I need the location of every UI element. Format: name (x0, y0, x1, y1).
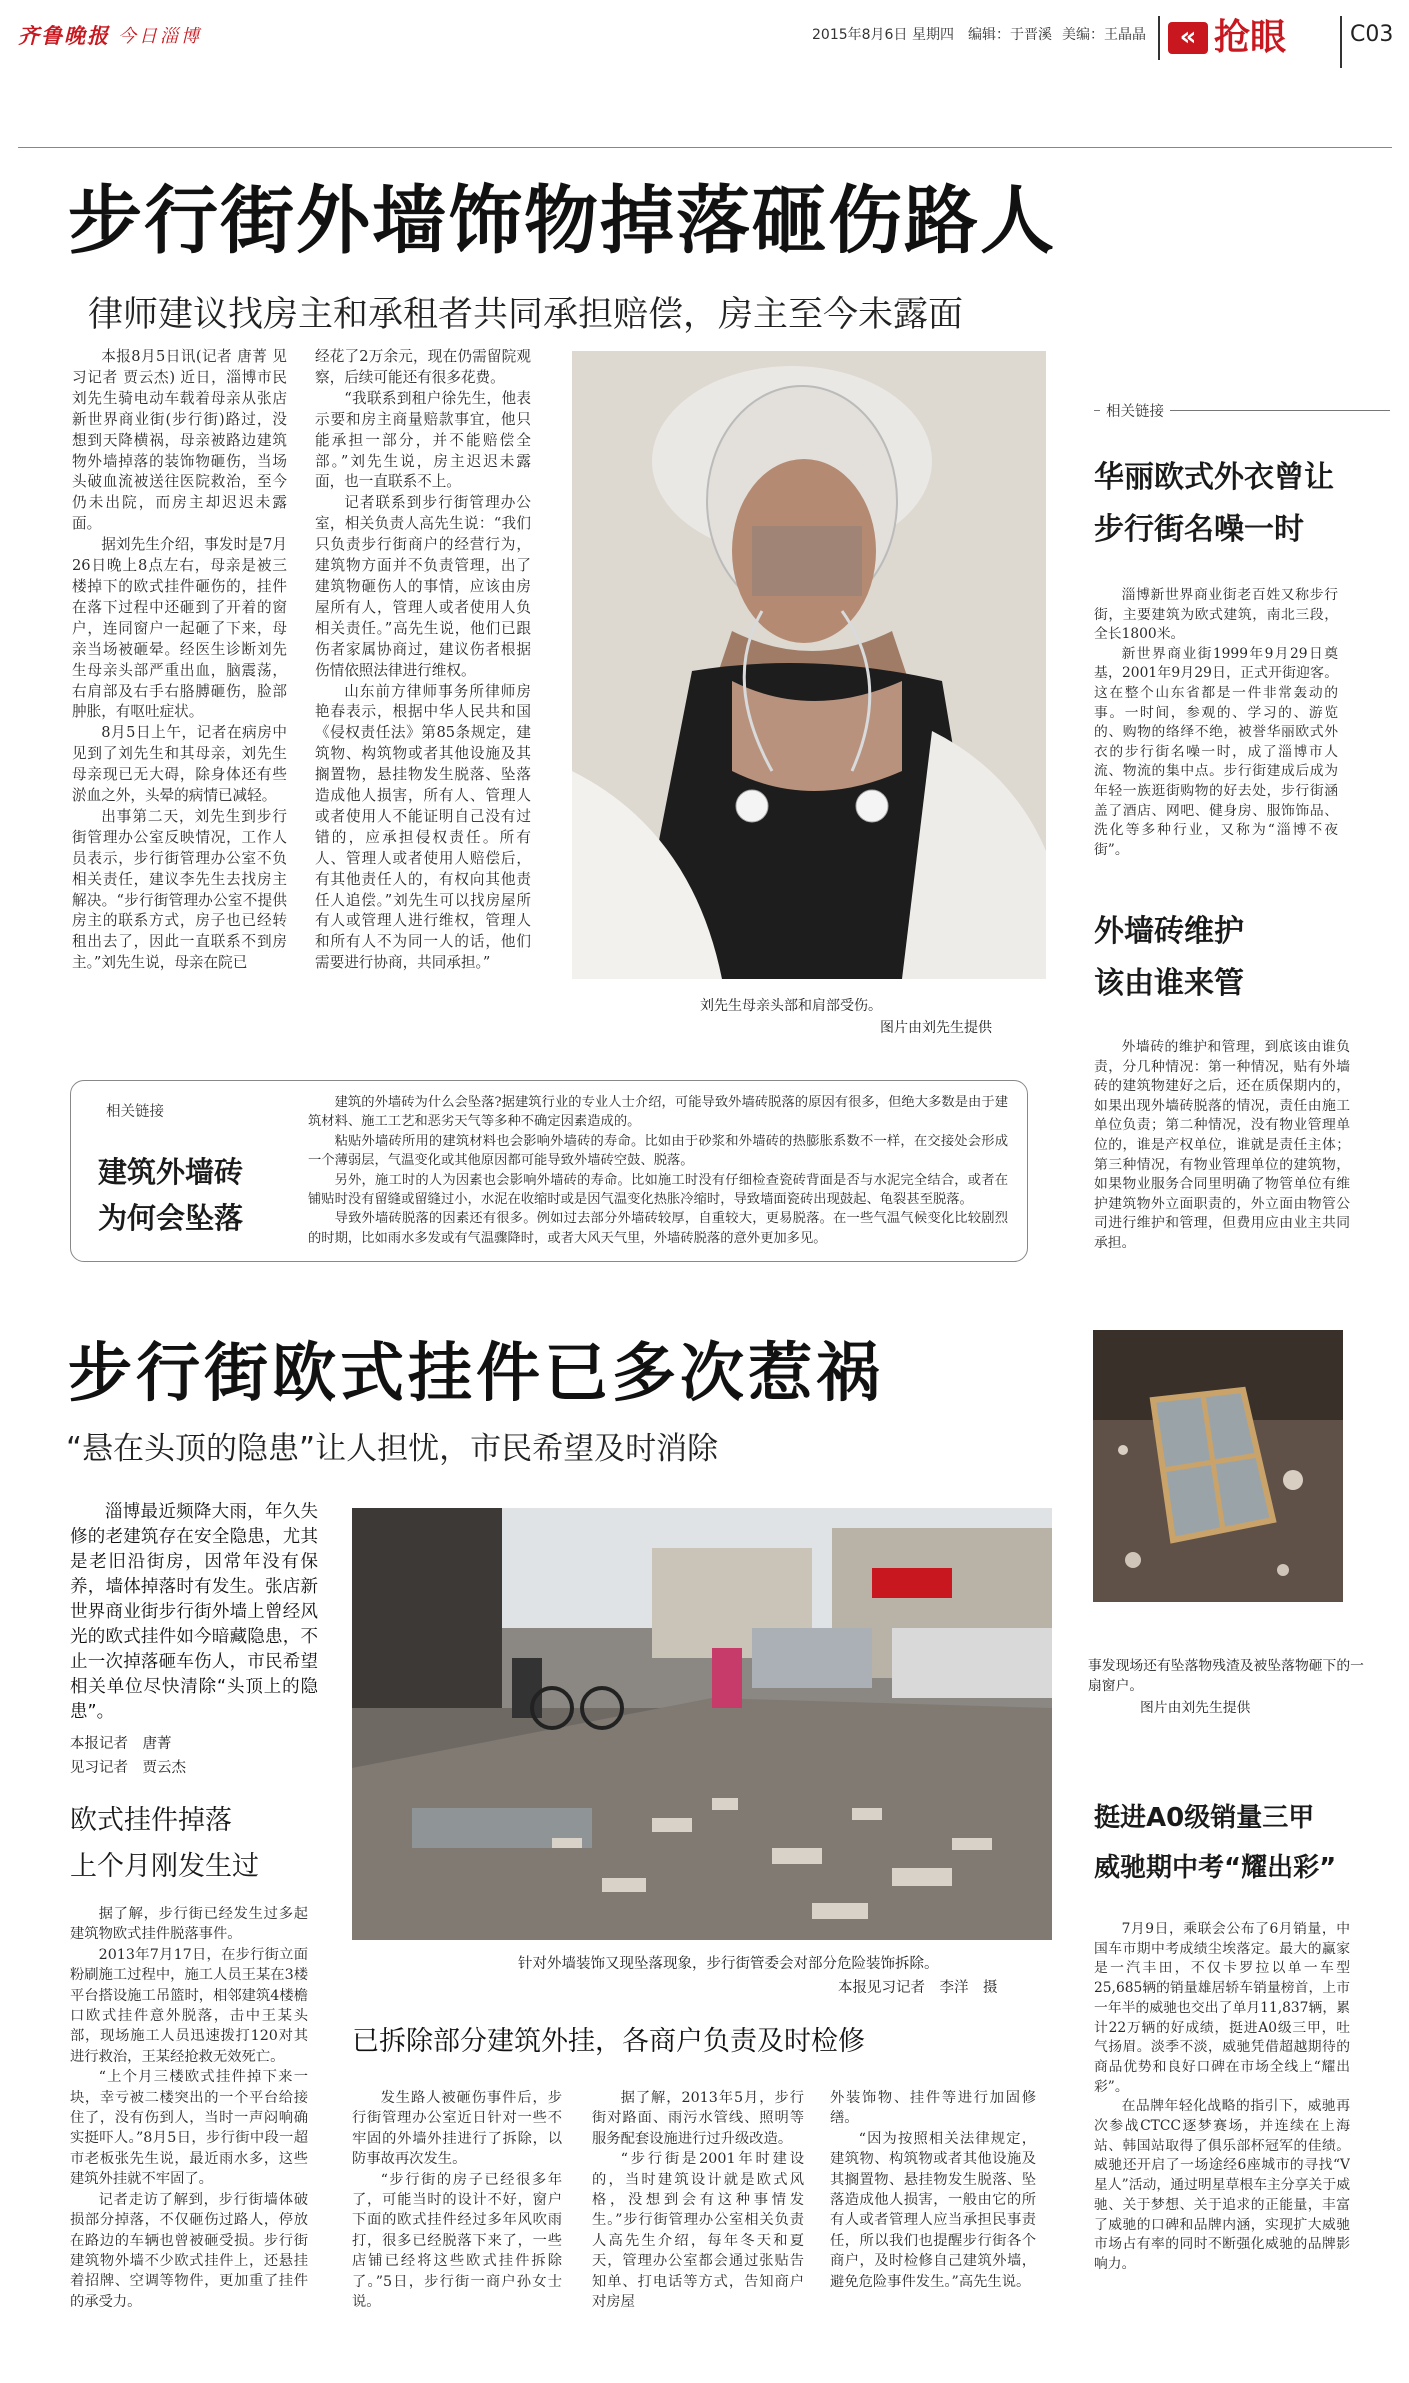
paragraph: 7月9日，乘联会公布了6月销量，中国车市期中考成绩尘埃落定。最大的赢家是一汽丰田，不仅卡罗拉以单一车型25,685辆的销量雄居轿车销量榜首，上市一年半的威驰也交出了单月11,837辆，累计22万辆的好成绩，挺进A0级三甲，吐气扬眉。淡季不淡，威驰凭借超越期待的商品优势和良好口碑在市场全线上“耀出彩”。 (1094, 1921, 1350, 2095)
sidebar1-tag: 相关链接 (1100, 400, 1170, 421)
sidebar3-title-line1: 挺进A0级销量三甲 (1094, 1803, 1315, 1833)
sidebar1-body (1094, 586, 1338, 886)
paragraph: 据了解，步行街已经发生过多起建筑物欧式挂件脱落事件。 (70, 1906, 308, 1943)
story2-photo-credit: 本报见习记者 李洋 摄 (838, 1980, 998, 1996)
paragraph: 山东前方律师事务所律师房艳春表示，根据中华人民共和国《侵权责任法》第85条规定，建筑物、构筑物或者其他设施及其搁置物，悬挂物发生脱落、坠落造成他人损害，所有人、管理人或者使用人不能证明自己没有过错的，应承担侵权责任。所有人、管理人或者使用人赔偿后，有其他责任人的，有权向其他责任人追偿。”刘先生可以找房屋所有人或管理人进行维权，管理人和所有人不为同一人的话，他们需要进行协商，共同承担。” (315, 682, 531, 972)
story2-sub2-column-3 (830, 2088, 1036, 2368)
paragraph: 导致外墙砖脱落的因素还有很多。例如过去部分外墙砖较厚，自重较大，更易脱落。在一些气温气候变化比较剧烈的时期，比如雨水多发或有气温骤降时，或者大风天气里，外墙砖脱落的意外更加多见。 (308, 1211, 1008, 1246)
injured-mother-photo (572, 351, 1046, 979)
designer-credit: 美编：王晶晶 (1062, 27, 1146, 43)
byline-reporter: 本报记者 唐菁 (70, 1736, 172, 1752)
paragraph: 据了解，2013年5月，步行街对路面、雨污水管线、照明等服务配套设施进行过升级改造。 (592, 2090, 804, 2147)
story2-headline: 步行街欧式挂件已多次惹祸 (68, 1337, 884, 1411)
section-name: 今日淄博 (118, 26, 202, 47)
paragraph: 粘贴外墙砖所用的建筑材料也会影响外墙砖的寿命。比如由于砂浆和外墙砖的热膨胀系数不一样，在交接处会形成一个薄弱层，气温变化或其他原因都可能导致外墙砖空鼓、脱落。 (308, 1133, 1008, 1169)
related1-title-line2: 为何会坠落 (98, 1201, 244, 1235)
masthead-divider (1158, 16, 1160, 60)
story2-subhead: “悬在头顶的隐患”让人担忧，市民希望及时消除 (66, 1431, 719, 1467)
paragraph: 淄博新世界商业街老百姓又称步行街，主要建筑为欧式建筑，南北三段，全长1800米。 (1094, 587, 1338, 643)
paragraph: 新世界商业街1999年9月29日奠基，2001年9月29日，正式开街迎客。这在整个山东省都是一件非常轰动的事。一时间，参观的、学习的、游览的、购物的络绎不绝，被誉华丽欧式外衣的步行街名噪一时，成了淄博市人流、物流的集中点。步行街建成后成为年轻一族逛街购物的好去处，步行街涵盖了酒店、网吧、健身房、服饰饰品、洗化等多种行业，又称为“淄博不夜街”。 (1094, 645, 1338, 858)
story2-sub2-title: 已拆除部分建筑外挂，各商户负责及时检修 (352, 2026, 865, 2057)
sidebar2-body (1094, 1038, 1350, 1300)
paragraph: 记者走访了解到，步行街墙体破损部分掉落，不仅砸伤过路人，停放在路边的车辆也曾被砸受损。步行街建筑物外墙不少欧式挂件上，还悬挂着招牌、空调等物件，更加重了挂件的承受力。 (70, 2191, 308, 2310)
story1-photo-credit: 图片由刘先生提供 (880, 1020, 992, 1036)
story2-sub2-column-2 (592, 2088, 804, 2368)
paragraph: 本报8月5日讯(记者 唐菁 见习记者 贾云杰) 近日，淄博市民刘先生骑电动车载着母亲从张店新世界商业街(步行街)路过，没想到天降横祸，母亲被路边建筑物外墙掉落的装饰物砸伤，当场头破血流被送往医院救治，至今仍未出院，而房主却迟迟未露面。 (72, 348, 287, 533)
paragraph: 8月5日上午，记者在病房中见到了刘先生和其母亲，刘先生母亲现已无大碍，除身体还有些淤血之外，头晕的病情已减轻。 (72, 724, 287, 805)
paragraph: “我联系到租户徐先生，他表示要和房主商量赔款事宜，他只能承担一部分，并不能赔偿全部。”刘先生说，房主迟迟未露面，也一直联系不上。 (315, 389, 531, 491)
sidebar3-body (1094, 1920, 1350, 2370)
paragraph: “因为按照相关法律规定，建筑物、构筑物或者其他设施及其搁置物、悬挂物发生脱落、坠落造成他人损害，一般由它的所有人或者管理人应当承担民事责任，所以我们也提醒步行街各个商户，及时检修自己建筑外墙，避免危险事件发生。”高先生说。 (830, 2130, 1036, 2290)
street-demolition-photo (352, 1508, 1052, 1940)
story1-subhead: 律师建议找房主和承租者共同承担赔偿，房主至今未露面 (88, 295, 964, 335)
story2-lead: 淄博最近频降大雨，年久失修的老建筑存在安全隐患，尤其是老旧沿街房，因常年没有保养，墙体掉落时有发生。张店新世界商业街步行街外墙上曾经风光的欧式挂件如今暗藏隐患，不止一次掉落砸车伤人，市民希望相关单位尽快清除“头顶上的隐患”。 (70, 1502, 318, 1722)
photo-illustration (572, 351, 1046, 979)
paragraph: “步行街的房子已经很多年了，可能当时的设计不好，窗户下面的欧式挂件经过多年风吹雨打，很多已经脱落下来了，一些店铺已经将这些欧式挂件拆除了。”5日，步行街一商户孙女士说。 (352, 2171, 562, 2311)
column-name: 抢眼 (1214, 17, 1287, 58)
paragraph: 另外，施工时的人为因素也会影响外墙砖的寿命。比如施工时没有仔细检查瓷砖背面是否与水泥完全结合，或者在铺贴时没有留缝或留缝过小，水泥在收缩时或是因气温变化热胀冷缩时，导致墙面瓷砖出现鼓起、龟裂甚至脱落。 (308, 1172, 1008, 1208)
story1-photo-caption: 刘先生母亲头部和肩部受伤。 (700, 998, 882, 1014)
paragraph: 经花了2万余元，现在仍需留院观察，后续可能还有很多花费。 (315, 348, 531, 386)
editor-credit: 编辑：于晋溪 (968, 27, 1052, 43)
sidebar2-title-line1: 外墙砖维护 (1094, 914, 1244, 949)
paragraph: 发生路人被砸伤事件后，步行街管理办公室近日针对一些不牢固的外墙外挂进行了拆除，以防事故再次发生。 (352, 2090, 562, 2168)
masthead-rule (18, 147, 1392, 148)
story2-sub1-body (70, 1904, 308, 2364)
paragraph: 在品牌年轻化战略的指引下，威驰再次参战CTCC逐梦赛场，并连续在上海站、韩国站取得了俱乐部杯冠军的佳绩。威驰还开启了一场途经6座城市的寻找“V星人”活动，通过明星草根车主分享关于威驰、关于梦想、关于追求的正能量，丰富了威驰的口碑和品牌内涵，实现扩大威驰市场占有率的同时不断强化威驰的品牌影响力。 (1094, 2098, 1350, 2272)
paragraph: 记者联系到步行街管理办公室，相关负责人高先生说：“我们只负责步行街商户的经营行为，建筑物方面并不负责管理，出了建筑物砸伤人的事情，应该由房屋所有人，管理人或者使用人负相关责任。”高先生说，他们已跟伤者家属协商过，建议伤者根据伤情依照法律进行维权。 (315, 494, 531, 679)
sidebar2-title-line2: 该由谁来管 (1094, 966, 1244, 1001)
story2-photo-caption: 针对外墙装饰又现坠落现象，步行街管委会对部分危险装饰拆除。 (518, 1956, 939, 1972)
story2-sub1-line2: 上个月刚发生过 (70, 1851, 259, 1882)
masthead (0, 0, 1409, 80)
paragraph: 建筑的外墙砖为什么会坠落?据建筑行业的专业人士介绍，可能导致外墙砖脱落的原因有很多，但绝大多数是由于建筑材料、施工工艺和恶劣天气等多种不确定因素造成的。 (308, 1095, 1008, 1130)
sidebar3-title-line2: 威驰期中考“耀出彩” (1094, 1853, 1337, 1883)
related1-tag: 相关链接 (100, 1100, 170, 1121)
double-chevron-icon: « (1168, 22, 1208, 54)
related1-body (308, 1093, 1008, 1257)
issue-weekday: 星期四 (912, 27, 954, 43)
sidebar2-photo-caption: 事发现场还有坠落物残渣及被坠落物砸下的一扇窗户。 (1088, 1658, 1364, 1694)
story2-sub1-line1: 欧式挂件掉落 (70, 1805, 232, 1836)
issue-date: 2015年8月6日 (812, 27, 908, 43)
story1-column-2 (315, 347, 531, 1067)
paragraph: 2013年7月17日，在步行街立面粉刷施工过程中，施工人员王某在3楼平台搭设施工吊篮时，相邻建筑4楼檐口欧式挂件意外脱落，击中王某头部，现场施工人员迅速拨打120对其进行救治，王某经抢救无效死亡。 (70, 1946, 308, 2065)
sidebar2-photo-credit: 图片由刘先生提供 (1140, 1700, 1251, 1716)
sidebar1-title-line1: 华丽欧式外衣曾让 (1094, 460, 1334, 495)
photo-illustration (352, 1508, 1052, 1940)
byline-trainee: 见习记者 贾云杰 (70, 1760, 186, 1776)
story1-column-1 (72, 347, 287, 1067)
paragraph: “步行街是2001年时建设的，当时建筑设计就是欧式风格，没想到会有这种事情发生。”步行街管理办公室相关负责人高先生介绍，每年冬天和夏天，管理办公室都会通过张贴告知单、打电话等方式，告知商户对房屋 (592, 2151, 804, 2311)
masthead-divider-2 (1340, 16, 1342, 68)
story1-headline: 步行街外墙饰物掉落砸伤路人 (68, 178, 1056, 264)
paragraph: 据刘先生介绍，事发时是7月26日晚上8点左右，母亲是被三楼掉下的欧式挂件砸伤的，挂件在落下过程中还砸到了开着的窗户，连同窗户一起砸了下来，母亲当场被砸晕。经医生诊断刘先生母亲头部严重出血，脑震荡，右肩部及右手右胳膊砸伤，脸部肿胀，有呕吐症状。 (72, 536, 287, 721)
page-number: C03 (1350, 22, 1394, 47)
photo-illustration (1093, 1330, 1343, 1602)
paper-logo: 齐鲁晚报 (18, 23, 110, 48)
paragraph: “上个月三楼欧式挂件掉下来一块，幸亏被二楼突出的一个平台给接住了，没有伤到人，当时一声闷响确实挺吓人。”8月5日，步行街中段一超市老板张先生说，最近雨水多，这些建筑外挂就不牢固了。 (70, 2069, 308, 2188)
paragraph: 出事第二天，刘先生到步行街管理办公室反映情况，工作人员表示，步行街管理办公室不负相关责任，建议李先生去找房主解决。“步行街管理办公室不提供房主的联系方式，房子也已经转租出去了，因此一直联系不到房主。”刘先生说，母亲在院已 (72, 807, 287, 972)
paragraph: 外墙砖的维护和管理，到底该由谁负责，分几种情况：第一种情况，贴有外墙砖的建筑物建好之后，还在质保期内的，如果出现外墙砖脱落的情况，责任由施工单位负责；第二种情况，没有物业管理单位的，谁是产权单位，谁就是责任主体；第三种情况，有物业管理单位的建筑物，如果物业服务合同里明确了物管单位有维护建筑物外立面职责的，外立面由物管公司进行维护和管理，但费用应由业主共同承担。 (1094, 1039, 1350, 1251)
fallen-debris-photo (1093, 1330, 1343, 1602)
sidebar1-title-line2: 步行街名噪一时 (1094, 512, 1304, 547)
related1-title-line1: 建筑外墙砖 (98, 1155, 244, 1189)
paragraph: 外装饰物、挂件等进行加固修缮。 (830, 2090, 1036, 2127)
story2-sub2-column-1 (352, 2088, 562, 2368)
